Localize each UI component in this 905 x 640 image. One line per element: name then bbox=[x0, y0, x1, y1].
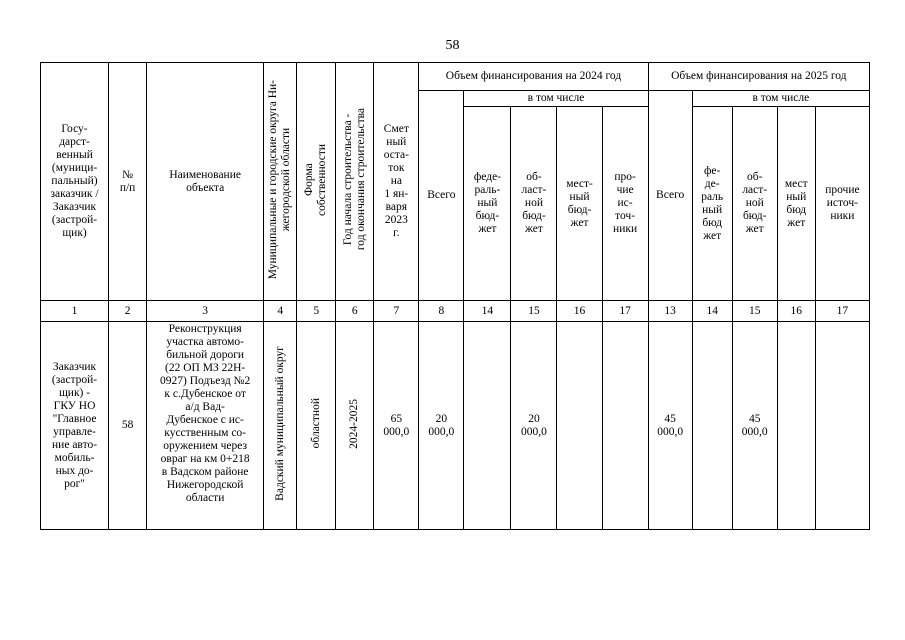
column-number: 17 bbox=[815, 301, 869, 322]
header-fin-2024: Объем финансирования на 2024 год bbox=[419, 63, 648, 91]
row-years: 2024-2025 bbox=[336, 322, 374, 530]
column-number: 15 bbox=[511, 301, 557, 322]
header-object-name: Наименование объекта bbox=[147, 63, 264, 301]
header-local-2025: мест ный бюд жет bbox=[777, 107, 815, 301]
header-regional-2025: об- ласт- ной бюд- жет bbox=[732, 107, 777, 301]
row-federal-2024 bbox=[464, 322, 511, 530]
page-number: 58 bbox=[445, 38, 460, 53]
column-number: 5 bbox=[297, 301, 336, 322]
header-ownership: Форма собственности bbox=[297, 63, 336, 301]
column-number: 2 bbox=[109, 301, 147, 322]
column-number: 14 bbox=[464, 301, 511, 322]
header-municipality: Муниципальные и городские округа Ни- жегородской области bbox=[264, 63, 297, 301]
column-number: 17 bbox=[602, 301, 648, 322]
header-including-2024: в том числе bbox=[464, 91, 648, 107]
header-local-2024: мест- ный бюд- жет bbox=[557, 107, 602, 301]
header-total-2024: Всего bbox=[419, 91, 464, 301]
column-number: 6 bbox=[336, 301, 374, 322]
header-fin-2025: Объем финансирования на 2025 год bbox=[648, 63, 869, 91]
row-local-2024 bbox=[557, 322, 602, 530]
row-federal-2025 bbox=[692, 322, 732, 530]
column-number: 4 bbox=[264, 301, 297, 322]
row-municipality: Вадский муниципальный округ bbox=[264, 322, 297, 530]
column-number: 14 bbox=[692, 301, 732, 322]
row-number: 58 bbox=[109, 322, 147, 530]
column-number: 8 bbox=[419, 301, 464, 322]
column-number: 7 bbox=[374, 301, 419, 322]
row-total-2024: 20 000,0 bbox=[419, 322, 464, 530]
row-other-2025 bbox=[815, 322, 869, 530]
row-customer: Заказчик (застрой- щик) - ГКУ НО "Главное управле- ние авто- мобиль- ных до- рог" bbox=[41, 322, 109, 530]
header-federal-2025: фе- де- раль ный бюд жет bbox=[692, 107, 732, 301]
header-other-2025: прочие источ- ники bbox=[815, 107, 869, 301]
row-estimate: 65 000,0 bbox=[374, 322, 419, 530]
column-number: 3 bbox=[147, 301, 264, 322]
row-other-2024 bbox=[602, 322, 648, 530]
header-number: № п/п bbox=[109, 63, 147, 301]
row-object-name: Реконструкция участка автомо- бильной дороги (22 ОП МЗ 22Н- 0927) Подъезд №2 к с.Дубенское от а/д Вад- Дубенское с ис- кусственным со- оружением через овраг на км 0+218 в Вадском районе Нижегородской области bbox=[147, 322, 264, 530]
header-regional-2024: об- ласт- ной бюд- жет bbox=[511, 107, 557, 301]
row-total-2025: 45 000,0 bbox=[648, 322, 692, 530]
column-number: 1 bbox=[41, 301, 109, 322]
header-other-2024: про- чие ис- точ- ники bbox=[602, 107, 648, 301]
column-number: 13 bbox=[648, 301, 692, 322]
table-row bbox=[41, 322, 870, 530]
row-local-2025 bbox=[777, 322, 815, 530]
row-ownership: областной bbox=[297, 322, 336, 530]
column-number: 15 bbox=[732, 301, 777, 322]
header-including-2025: в том числе bbox=[692, 91, 869, 107]
header-customer: Госу- дарст- венный (муници- пальный) заказчик / Заказчик (застрой- щик) bbox=[41, 63, 109, 301]
header-total-2025: Всего bbox=[648, 91, 692, 301]
row-regional-2024: 20 000,0 bbox=[511, 322, 557, 530]
financing-table bbox=[40, 62, 870, 530]
header-years: Год начала строительства - год окончания строительства bbox=[336, 63, 374, 301]
column-number: 16 bbox=[557, 301, 602, 322]
column-number: 16 bbox=[777, 301, 815, 322]
header-estimate: Смет ный оста- ток на 1 ян- варя 2023 г. bbox=[374, 63, 419, 301]
header-federal-2024: феде- раль- ный бюд- жет bbox=[464, 107, 511, 301]
row-regional-2025: 45 000,0 bbox=[732, 322, 777, 530]
